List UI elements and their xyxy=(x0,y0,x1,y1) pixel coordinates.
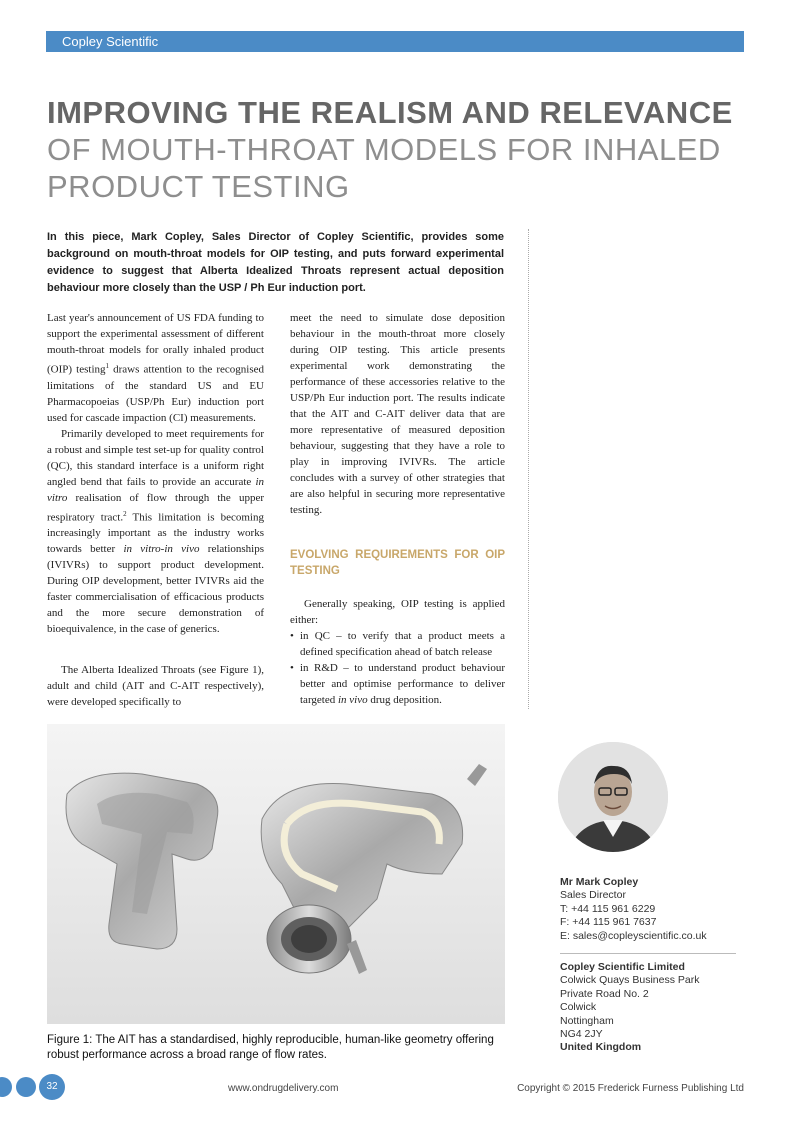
author-portrait xyxy=(558,742,668,852)
figure-photo xyxy=(47,724,505,1024)
address-line: Private Road No. 2 xyxy=(560,987,649,1000)
section-header-bar xyxy=(46,31,744,52)
section-subhead: EVOLVING REQUIREMENTS FOR OIP TESTING xyxy=(290,549,505,577)
author-fax: F: +44 115 961 7637 xyxy=(560,916,657,929)
contact-divider xyxy=(560,953,736,954)
address-line: NG4 2JY xyxy=(560,1028,603,1041)
address-line: Colwick Quays Business Park xyxy=(560,974,700,987)
bullet-item: • in R&D – to understand product behaviour better and optimise performance to deliver targeted in vivo drug deposition. xyxy=(290,660,505,708)
page-number: 32 xyxy=(39,1074,65,1100)
author-contact-block xyxy=(560,876,740,1055)
portrait-illustration xyxy=(558,742,668,852)
body-column-1 xyxy=(47,310,264,637)
footer-url[interactable]: www.ondrugdelivery.com xyxy=(228,1083,339,1094)
company-name: Copley Scientific Limited xyxy=(560,961,685,974)
throat-model-illustration xyxy=(47,724,505,1024)
address-line: Colwick xyxy=(560,1001,597,1014)
footer-copyright: Copyright © 2015 Frederick Furness Publishing Ltd xyxy=(517,1083,744,1094)
title-bold: IMPROVING THE REALISM AND RELEVANCE xyxy=(47,95,733,130)
figure-caption: Figure 1: The AIT has a standardised, highly reproducible, human-like geometry offering robust performance across a broad range of flow rates. xyxy=(47,1034,494,1061)
article-title xyxy=(47,94,747,205)
title-light: OF MOUTH-THROAT MODELS FOR INHALED PRODUCT TESTING xyxy=(47,132,721,204)
bullet-list xyxy=(290,628,505,708)
paragraph-1: Last year's announcement of US FDA funding to support the experimental assessment of different mouth-throat models for orally inhaled product (OIP) testing$^1$ draws attention to the recognised limitations of the standard US and EU Pharmacopoeias (USP/Ph Eur) induction port used for cascade impaction (CI) measurements. xyxy=(47,312,264,424)
paragraph-4: Generally speaking, OIP testing is applied either: xyxy=(290,598,505,626)
column-divider xyxy=(528,229,529,709)
address-line: Nottingham xyxy=(560,1014,614,1027)
footer-dot xyxy=(0,1077,12,1097)
body-column-2-lower xyxy=(290,530,505,708)
paragraph-3-continued: meet the need to simulate dose deposition behaviour in the mouth-throat more closely during OIP testing. This article presents experimental work demonstrating the performance of these accessories relative to the USP/Ph Eur induction port. The results indicate that the AIT and C-AIT deliver data that are more representative of measured deposition behaviour, suggesting that they have a role to play in improving IVIVRs. The article concludes with a survey of other strategies that are also helpful in securing more representative testing. xyxy=(290,312,505,516)
bullet-item: • in QC – to verify that a product meets a defined specification ahead of batch release xyxy=(290,628,505,660)
footer-dot xyxy=(16,1077,36,1097)
intro-paragraph: In this piece, Mark Copley, Sales Director of Copley Scientific, provides some background on mouth-throat models for OIP testing, and puts forward experimental evidence to suggest that Alberta Idealized Throats represent actual deposition behaviour more closely than the USP / Ph Eur induction port. xyxy=(47,231,504,294)
author-email[interactable]: E: sales@copleyscientific.co.uk xyxy=(560,929,707,942)
author-role: Sales Director xyxy=(560,889,626,902)
author-name: Mr Mark Copley xyxy=(560,876,639,888)
section-label: Copley Scientific xyxy=(62,34,159,49)
address-country: United Kingdom xyxy=(560,1041,642,1054)
author-tel: T: +44 115 961 6229 xyxy=(560,902,656,915)
paragraph-2: Primarily developed to meet requirements for a robust and simple test set-up for quality control (QC), this standard interface is a uniform right angled bend that fails to provide an accurate in vitro realisation of flow through the upper respiratory tract.$^2$ This limitation is becoming increasingly important as the industry works towards better in vitro-in vivo relationships (IVIVRs) to support product development. During OIP development, better IVIVRs aid the faster commercialisation of efficacious products and the more secure demonstration of bioequivalence, in the case of generics. xyxy=(47,427,265,636)
paragraph-3-start: The Alberta Idealized Throats (see Figure 1), adult and child (AIT and C-AIT respectively), were developed specifically to xyxy=(47,664,264,708)
